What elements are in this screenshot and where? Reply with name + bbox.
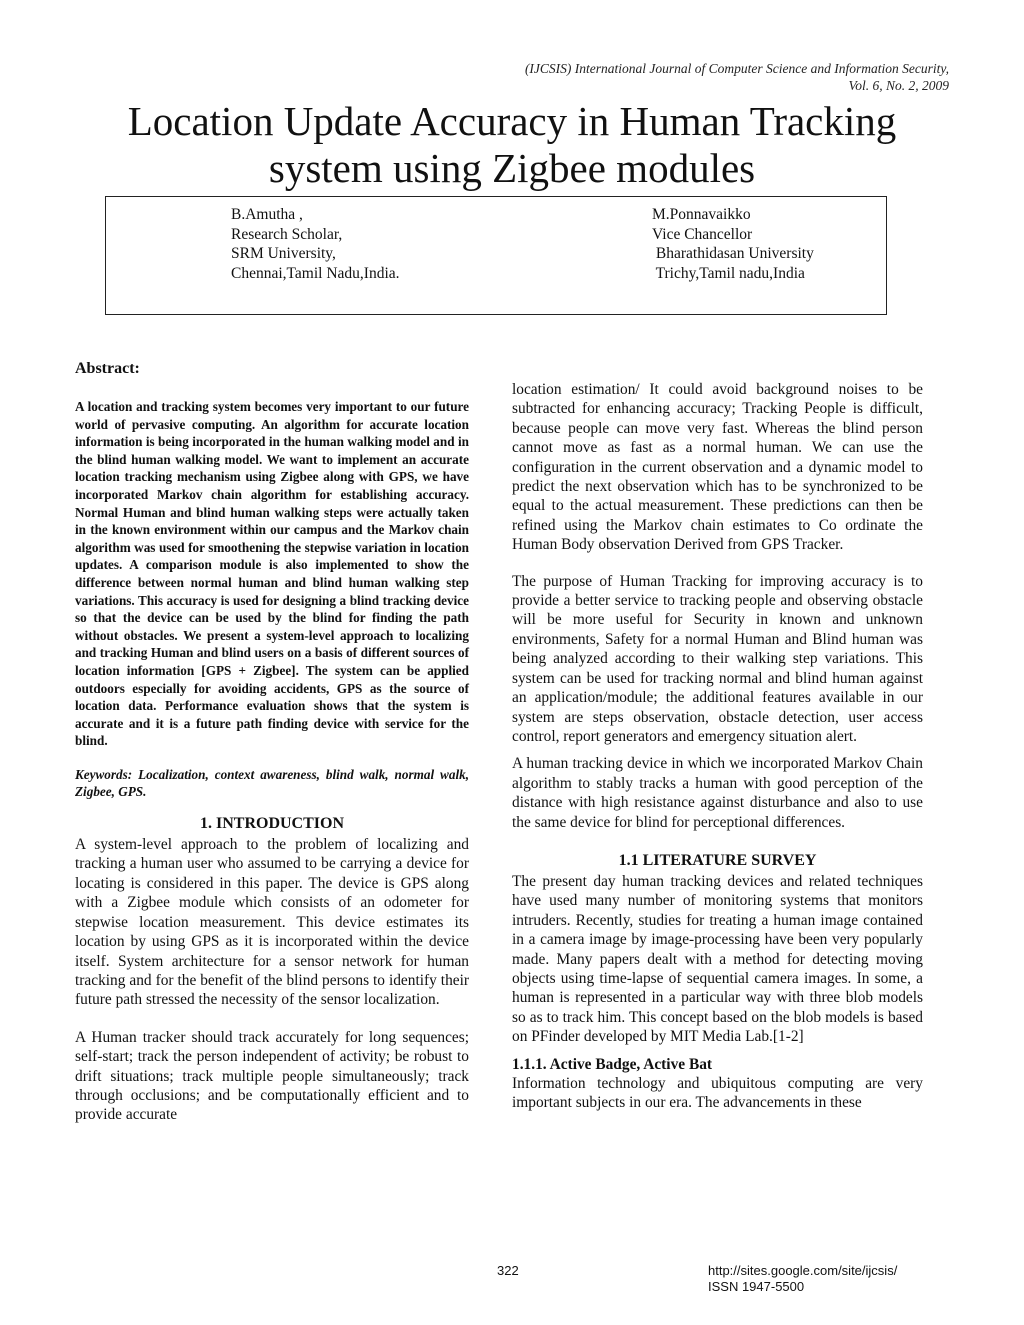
journal-header: [525, 60, 949, 94]
body-paragraph-1: location estimation/ It could avoid background noises to be subtracted for enhancing accuracy; Tracking People is difficult, because people can move very fast. Whereas the blind person cannot move as fast as a normal human. We can use the configuration in the current observation and a dynamic model to predict the next observation which has to be synchronized to be equal to the actual measurement. These predictions can then be refined using the Markov chain estimates to Co ordinate the Human Body observation Derived from GPS Tracker.: [512, 381, 923, 554]
author-affiliation: SRM University,: [231, 245, 336, 262]
body-paragraph-5: Information technology and ubiquitous computing are very important subjects in our era. The advancements in these: [512, 1075, 923, 1112]
authors-box: [105, 196, 887, 315]
journal-name: (IJCSIS) International Journal of Computer Science and Information Security,: [524, 61, 949, 76]
right-column: [512, 380, 923, 1113]
author-location: Chennai,Tamil Nadu,India.: [231, 264, 400, 282]
abstract-heading: Abstract:: [75, 360, 140, 377]
body-paragraph-2: The purpose of Human Tracking for improving accuracy is to provide a better service to tracking people and observing obstacle will be more useful for Security in known and unknown environments, Safety for a normal Human and Blind human was being analyzed according to their walking step variations. This system can be used for tracking normal and blind human against an application/module; the additional features available in our system are steps observation, obstacle detection, user access control, report generators and emergency situation alert.: [512, 572, 923, 745]
introduction-paragraph-1: A system-level approach to the problem of localizing and tracking a human user who assumed to be carrying a device for locating is considered in this paper. The device is GPS along with a Zigbee module which consists of an odometer for stepwise location measurement. This device estimates its location by using GPS as it is incorporated within the device itself. System architecture for a sensor network for human tracking and for the benefit of the blind persons to identify their future path stressed the necessity of the sensor localization.: [75, 836, 469, 1009]
author-role: Vice Chancellor: [652, 225, 753, 243]
author-block-1: [231, 205, 400, 283]
body-paragraph-3: A human tracking device in which we incorporated Markov Chain algorithm to stably tracks a human with good perception of the distance with high resistance against disturbance and also to use the same device for blind for perceptional differences.: [512, 755, 923, 831]
abstract-body: A location and tracking system becomes very important to our future world of pervasive computing. An algorithm for accurate location information is being incorporated in the human walking model and in the blind human walking model. We want to implement an accurate location tracking mechanism using Zigbee along with GPS, we have incorporated Markov chain algorithm for establishing accuracy. Normal Human and blind human walking steps were actually taken in the known environment within our campus and the Markov chain algorithm was used for smoothening the stepwise variation in location updates. A comparison module is also implemented to show the difference between normal human and blind human walking step variations. This accuracy is used for designing a blind tracking device so that the device can be used by the blind for finding the path without obstacles. We present a system-level approach to localizing and tracking Human and blind users on a basis of different sources of location information [GPS + Zigbee]. The system can be applied outdoors especially for avoiding accidents, GPS as the source of location data. Performance evaluation shows that the system is accurate and it is a future path finding device with service for the blind.: [75, 399, 469, 749]
subsection-heading: 1.1.1. Active Badge, Active Bat: [512, 1055, 713, 1073]
left-column: [75, 360, 469, 1125]
introduction-heading: 1. INTRODUCTION: [199, 815, 344, 833]
introduction-paragraph-2: A Human tracker should track accurately for long sequences; self-start; track the person independent of activity; be robust to drift situations; track multiple people simultaneously; track through occlusions; and be computationally efficient and to provide accurate: [75, 1028, 469, 1124]
author-role: Research Scholar,: [231, 225, 343, 243]
author-block-2: [652, 205, 814, 283]
author-location: Trichy,Tamil nadu,India: [652, 264, 805, 282]
literature-survey-heading: 1.1 LITERATURE SURVEY: [618, 851, 817, 869]
author-affiliation: Bharathidasan University: [652, 245, 814, 262]
footer-url: http://sites.google.com/site/ijcsis/: [708, 1263, 898, 1278]
keywords: Keywords: Localization, context awareness, blind walk, normal walk, Zigbee, GPS.: [75, 766, 469, 800]
body-paragraph-4: The present day human tracking devices and related techniques have used many number of monitoring systems that monitors intruders. Recently, studies for treating a human image contained in a camera image by image-processing have been very popularly made. Many papers dealt with a method for detecting moving objects using time-lapse of sequential camera images. In some, a human is represented in a particular way with three blob models so as to track him. This concept based on the blob models is based on PFinder developed by MIT Media Lab.[1-2]: [512, 872, 923, 1046]
page-number: 322: [497, 1263, 519, 1278]
footer-issn: ISSN 1947-5500: [708, 1279, 805, 1294]
paper-title-line-2: system using Zigbee modules: [268, 145, 756, 191]
author-name: B.Amutha ,: [231, 206, 303, 223]
footer-info: [708, 1263, 897, 1295]
paper-title: [0, 98, 1024, 192]
paper-title-line-1: Location Update Accuracy in Human Tracking: [127, 98, 897, 144]
author-name: M.Ponnavaikko: [652, 206, 751, 223]
journal-volume: Vol. 6, No. 2, 2009: [848, 78, 949, 93]
